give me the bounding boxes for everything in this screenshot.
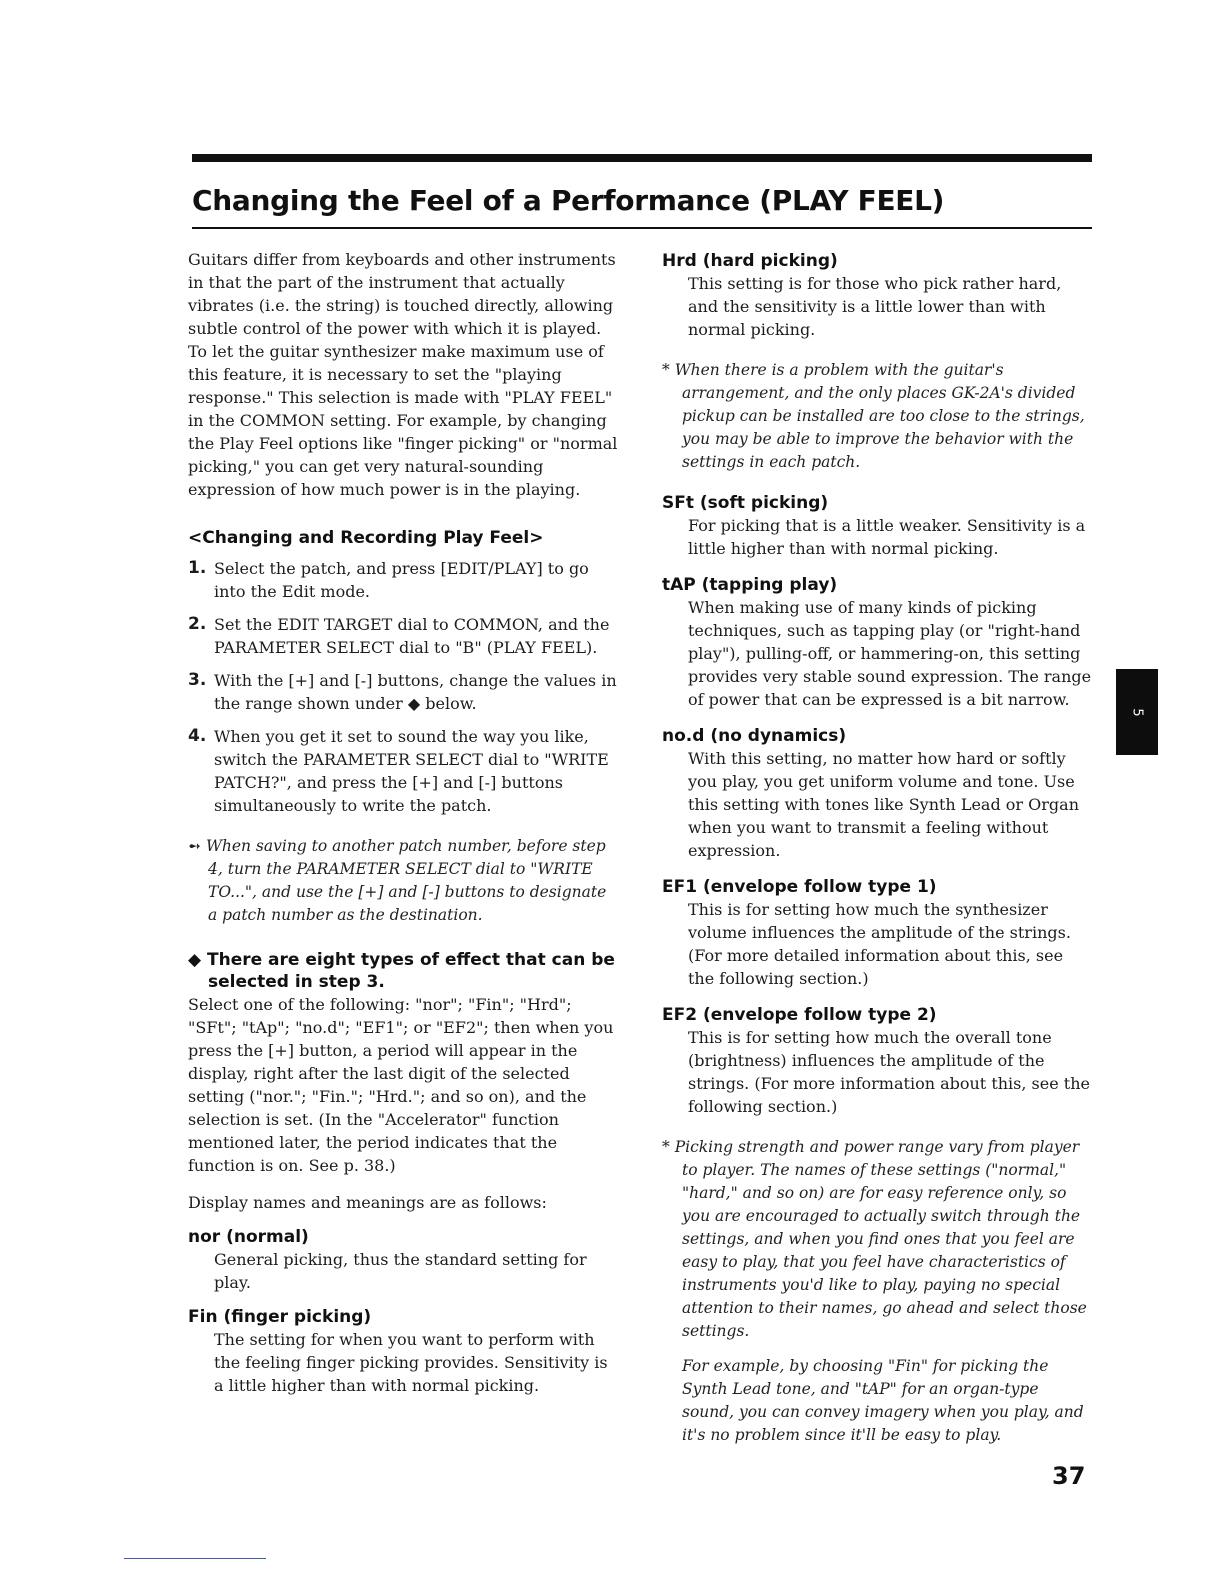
setting-heading-fin: Fin (finger picking): [188, 1307, 372, 1327]
setting-desc-ef1: This is for setting how much the synthesizer volume influences the amplitude of the strings. (For more detailed information about this, see the following section.): [688, 900, 1071, 988]
setting-desc-fin: The setting for when you want to perform with the feeling finger picking provides. Sensitivity is a little higher than with normal picking.: [214, 1330, 608, 1395]
step-item: [188, 557, 618, 603]
step-text: With the [+] and [-] buttons, change the values in the range shown under ◆ below.: [214, 671, 617, 713]
arrow-icon: ➻: [188, 837, 201, 855]
setting-desc-nod: With this setting, no matter how hard or softly you play, you get uniform volume and tone. Use this setting with tones like Synth Lead or Organ when you want to transmit a feeling without expression.: [688, 749, 1079, 860]
setting-heading-hrd: Hrd (hard picking): [662, 251, 838, 271]
step-number: 1.: [188, 558, 207, 578]
setting-heading-tap: tAP (tapping play): [662, 575, 838, 595]
step-item: [188, 725, 618, 817]
setting-desc-ef2: This is for setting how much the overall tone (brightness) influences the amplitude of the strings. (For more information about this, see the following section.): [688, 1028, 1090, 1116]
chapter-tab-number: 5: [1129, 707, 1145, 717]
setting-heading-ef1: EF1 (envelope follow type 1): [662, 877, 937, 897]
picking-note-text: Picking strength and power range vary from player to player. The names of these settings ("normal," "hard," and so on) are for easy reference only, so you are encouraged to actually switch through the settings, and when you find ones that you feel are easy to play, that you feel have characteristics of instruments you'd like to play, paying no special attention to their names, go ahead and select those settings.: [674, 1138, 1087, 1340]
step-number: 3.: [188, 670, 207, 690]
step-text: When you get it set to sound the way you like, switch the PARAMETER SELECT dial to "WRITE PATCH?", and press the [+] and [-] buttons simultaneously to write the patch.: [214, 727, 609, 815]
top-rule: [192, 154, 1092, 162]
step-number: 2.: [188, 614, 207, 634]
step-item: [188, 669, 618, 715]
asterisk-icon: *: [662, 361, 670, 379]
gk-note: [662, 359, 1092, 474]
setting-desc-sft: For picking that is a little weaker. Sensitivity is a little higher than with normal picking.: [688, 516, 1086, 558]
gk-note-text: When there is a problem with the guitar's arrangement, and the only places GK-2A's divided pickup can be installed are too close to the strings, you may be able to improve the behavior with the settings in each patch.: [674, 361, 1085, 471]
example-note: For example, by choosing "Fin" for picking the Synth Lead tone, and "tAP" for an organ-type sound, you can convey imagery when you play, and it's no problem since it'll be easy to play.: [682, 1357, 1084, 1444]
effects-heading: ◆ There are eight types of effect that can be selected in step 3.: [188, 950, 615, 992]
save-note-text: When saving to another patch number, before step 4, turn the PARAMETER SELECT dial to "WRITE TO...", and use the [+] and [-] buttons to designate a patch number as the destination.: [205, 837, 607, 924]
chapter-tab: [1116, 669, 1158, 755]
setting-heading-nod: no.d (no dynamics): [662, 726, 847, 746]
intro-paragraph: Guitars differ from keyboards and other instruments in that the part of the instrument that actually vibrates (i.e. the string) is touched directly, allowing subtle control of the power with which it is played. To let the guitar synthesizer make maximum use of this feature, it is necessary to set the "playing response." This selection is made with "PLAY FEEL" in the COMMON setting. For example, by changing the Play Feel options like "finger picking" or "normal picking," you can get very natural-sounding expression of how much power is in the playing.: [188, 250, 618, 499]
asterisk-icon: *: [662, 1138, 670, 1156]
procedure-heading: <Changing and Recording Play Feel>: [188, 528, 544, 548]
step-text: Select the patch, and press [EDIT/PLAY] to go into the Edit mode.: [214, 559, 589, 601]
setting-heading-nor: nor (normal): [188, 1227, 309, 1247]
page-number: 37: [1052, 1462, 1086, 1490]
setting-heading-sft: SFt (soft picking): [662, 493, 829, 513]
step-item: [188, 613, 618, 659]
page-title: Changing the Feel of a Performance (PLAY FEEL): [192, 184, 945, 217]
setting-desc-tap: When making use of many kinds of picking techniques, such as tapping play (or "right-hand play"), pulling-off, or hammering-on, this setting provides very stable sound expression. The range of power that can be expressed is a bit narrow.: [688, 598, 1092, 709]
step-text: Set the EDIT TARGET dial to COMMON, and the PARAMETER SELECT dial to "B" (PLAY FEEL).: [214, 615, 610, 657]
setting-desc-nor: General picking, thus the standard setting for play.: [214, 1250, 587, 1292]
setting-desc-hrd: This setting is for those who pick rather hard, and the sensitivity is a little lower than with normal picking.: [688, 274, 1062, 339]
procedure-steps: [188, 557, 618, 817]
step-number: 4.: [188, 726, 207, 746]
picking-note: [662, 1136, 1092, 1343]
footer-line: [124, 1558, 266, 1559]
setting-heading-ef2: EF2 (envelope follow type 2): [662, 1005, 937, 1025]
left-column: [188, 248, 618, 1397]
display-names-intro: Display names and meanings are as follows:: [188, 1193, 547, 1212]
title-underline: [192, 227, 1092, 229]
save-note: [188, 835, 618, 927]
right-column: [662, 248, 1092, 1447]
effects-body: Select one of the following: "nor"; "Fin"; "Hrd"; "SFt"; "tAp"; "no.d"; "EF1"; or "EF2"; then when you press the [+] button, a period will appear in the display, right after the last digit of the selected setting ("nor."; "Fin."; "Hrd."; and so on), and the selection is set. (In the "Accelerator" function mentioned later, the period indicates that the function is on. See p. 38.): [188, 995, 614, 1175]
